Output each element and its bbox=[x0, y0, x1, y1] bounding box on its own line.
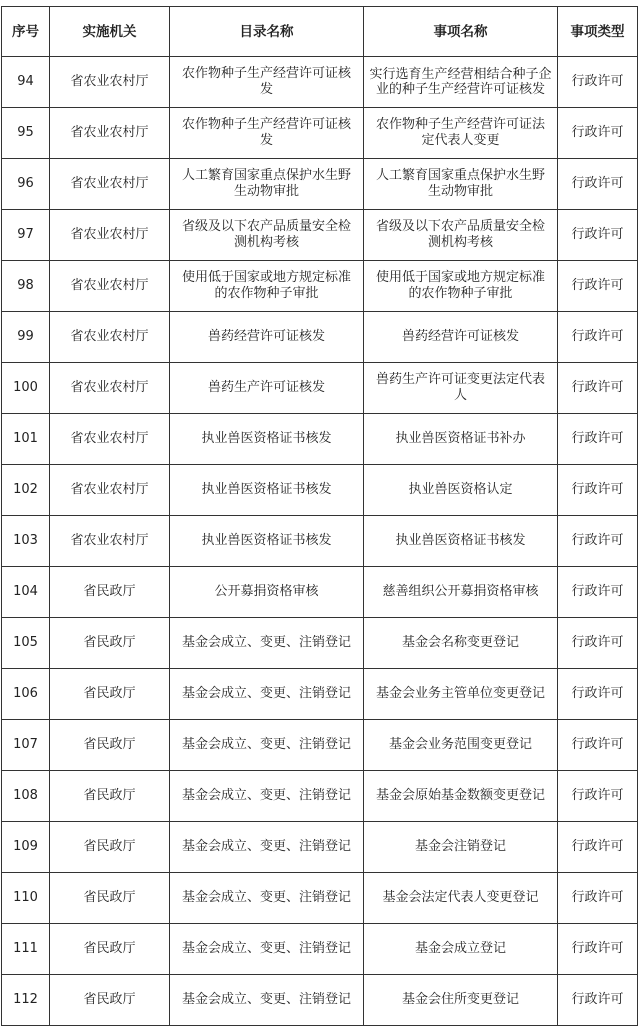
item-type-cell: 行政许可 bbox=[558, 720, 638, 771]
item-type-cell: 行政许可 bbox=[558, 924, 638, 975]
header-serial-number: 序号 bbox=[2, 7, 50, 57]
agency-cell: 省农业农村厅 bbox=[50, 57, 170, 108]
header-item-type: 事项类型 bbox=[558, 7, 638, 57]
item-type-cell: 行政许可 bbox=[558, 567, 638, 618]
catalog-name-cell: 执业兽医资格证书核发 bbox=[170, 465, 364, 516]
item-name-cell: 省级及以下农产品质量安全检测机构考核 bbox=[364, 210, 558, 261]
item-name-cell: 兽药生产许可证变更法定代表人 bbox=[364, 363, 558, 414]
agency-cell: 省民政厅 bbox=[50, 618, 170, 669]
item-type-cell: 行政许可 bbox=[558, 414, 638, 465]
item-name-cell: 农作物种子生产经营许可证法定代表人变更 bbox=[364, 108, 558, 159]
serial-number-cell: 99 bbox=[2, 312, 50, 363]
item-name-cell: 执业兽医资格认定 bbox=[364, 465, 558, 516]
serial-number-cell: 103 bbox=[2, 516, 50, 567]
table-header bbox=[2, 7, 638, 57]
agency-cell: 省农业农村厅 bbox=[50, 312, 170, 363]
table-row bbox=[2, 618, 638, 669]
agency-cell: 省农业农村厅 bbox=[50, 363, 170, 414]
item-name-cell: 执业兽医资格证书补办 bbox=[364, 414, 558, 465]
serial-number-cell: 101 bbox=[2, 414, 50, 465]
catalog-name-cell: 基金会成立、变更、注销登记 bbox=[170, 873, 364, 924]
serial-number-cell: 109 bbox=[2, 822, 50, 873]
item-type-cell: 行政许可 bbox=[558, 108, 638, 159]
table-row bbox=[2, 465, 638, 516]
table-row bbox=[2, 414, 638, 465]
agency-cell: 省农业农村厅 bbox=[50, 261, 170, 312]
serial-number-cell: 102 bbox=[2, 465, 50, 516]
table-row bbox=[2, 57, 638, 108]
catalog-name-cell: 兽药生产许可证核发 bbox=[170, 363, 364, 414]
agency-cell: 省农业农村厅 bbox=[50, 159, 170, 210]
item-type-cell: 行政许可 bbox=[558, 873, 638, 924]
item-type-cell: 行政许可 bbox=[558, 57, 638, 108]
agency-cell: 省民政厅 bbox=[50, 771, 170, 822]
agency-cell: 省民政厅 bbox=[50, 873, 170, 924]
agency-cell: 省民政厅 bbox=[50, 822, 170, 873]
item-name-cell: 兽药经营许可证核发 bbox=[364, 312, 558, 363]
item-type-cell: 行政许可 bbox=[558, 618, 638, 669]
table-row bbox=[2, 159, 638, 210]
item-type-cell: 行政许可 bbox=[558, 975, 638, 1026]
item-type-cell: 行政许可 bbox=[558, 771, 638, 822]
header-implementing-agency: 实施机关 bbox=[50, 7, 170, 57]
table-row bbox=[2, 873, 638, 924]
item-type-cell: 行政许可 bbox=[558, 465, 638, 516]
item-type-cell: 行政许可 bbox=[558, 261, 638, 312]
serial-number-cell: 96 bbox=[2, 159, 50, 210]
serial-number-cell: 104 bbox=[2, 567, 50, 618]
catalog-name-cell: 人工繁育国家重点保护水生野生动物审批 bbox=[170, 159, 364, 210]
catalog-name-cell: 基金会成立、变更、注销登记 bbox=[170, 822, 364, 873]
agency-cell: 省民政厅 bbox=[50, 720, 170, 771]
agency-cell: 省民政厅 bbox=[50, 669, 170, 720]
table-body bbox=[2, 57, 638, 1026]
table-row bbox=[2, 771, 638, 822]
catalog-name-cell: 执业兽医资格证书核发 bbox=[170, 414, 364, 465]
agency-cell: 省民政厅 bbox=[50, 975, 170, 1026]
item-type-cell: 行政许可 bbox=[558, 516, 638, 567]
serial-number-cell: 106 bbox=[2, 669, 50, 720]
catalog-name-cell: 农作物种子生产经营许可证核发 bbox=[170, 108, 364, 159]
table-row bbox=[2, 261, 638, 312]
header-row bbox=[2, 7, 638, 57]
table-row bbox=[2, 720, 638, 771]
serial-number-cell: 112 bbox=[2, 975, 50, 1026]
agency-cell: 省农业农村厅 bbox=[50, 108, 170, 159]
table-row bbox=[2, 822, 638, 873]
item-name-cell: 人工繁育国家重点保护水生野生动物审批 bbox=[364, 159, 558, 210]
catalog-name-cell: 省级及以下农产品质量安全检测机构考核 bbox=[170, 210, 364, 261]
catalog-name-cell: 农作物种子生产经营许可证核发 bbox=[170, 57, 364, 108]
agency-cell: 省农业农村厅 bbox=[50, 465, 170, 516]
catalog-name-cell: 基金会成立、变更、注销登记 bbox=[170, 720, 364, 771]
header-item-name: 事项名称 bbox=[364, 7, 558, 57]
item-name-cell: 慈善组织公开募捐资格审核 bbox=[364, 567, 558, 618]
table-row bbox=[2, 924, 638, 975]
table-row bbox=[2, 210, 638, 261]
agency-cell: 省民政厅 bbox=[50, 924, 170, 975]
table-row bbox=[2, 108, 638, 159]
item-type-cell: 行政许可 bbox=[558, 822, 638, 873]
catalog-name-cell: 基金会成立、变更、注销登记 bbox=[170, 771, 364, 822]
table-row bbox=[2, 363, 638, 414]
item-name-cell: 基金会业务范围变更登记 bbox=[364, 720, 558, 771]
serial-number-cell: 105 bbox=[2, 618, 50, 669]
table-row bbox=[2, 516, 638, 567]
item-name-cell: 基金会名称变更登记 bbox=[364, 618, 558, 669]
catalog-name-cell: 执业兽医资格证书核发 bbox=[170, 516, 364, 567]
item-type-cell: 行政许可 bbox=[558, 312, 638, 363]
item-name-cell: 基金会原始基金数额变更登记 bbox=[364, 771, 558, 822]
item-type-cell: 行政许可 bbox=[558, 159, 638, 210]
serial-number-cell: 98 bbox=[2, 261, 50, 312]
item-name-cell: 基金会业务主管单位变更登记 bbox=[364, 669, 558, 720]
serial-number-cell: 95 bbox=[2, 108, 50, 159]
catalog-name-cell: 基金会成立、变更、注销登记 bbox=[170, 618, 364, 669]
serial-number-cell: 94 bbox=[2, 57, 50, 108]
catalog-name-cell: 使用低于国家或地方规定标准的农作物种子审批 bbox=[170, 261, 364, 312]
serial-number-cell: 108 bbox=[2, 771, 50, 822]
serial-number-cell: 111 bbox=[2, 924, 50, 975]
serial-number-cell: 97 bbox=[2, 210, 50, 261]
serial-number-cell: 100 bbox=[2, 363, 50, 414]
approval-items-table bbox=[1, 6, 638, 1026]
serial-number-cell: 110 bbox=[2, 873, 50, 924]
table-row bbox=[2, 975, 638, 1026]
agency-cell: 省农业农村厅 bbox=[50, 414, 170, 465]
item-name-cell: 基金会法定代表人变更登记 bbox=[364, 873, 558, 924]
catalog-name-cell: 兽药经营许可证核发 bbox=[170, 312, 364, 363]
agency-cell: 省民政厅 bbox=[50, 567, 170, 618]
approval-items-sheet bbox=[1, 6, 637, 1026]
serial-number-cell: 107 bbox=[2, 720, 50, 771]
agency-cell: 省农业农村厅 bbox=[50, 516, 170, 567]
catalog-name-cell: 基金会成立、变更、注销登记 bbox=[170, 975, 364, 1026]
table-row bbox=[2, 312, 638, 363]
item-name-cell: 执业兽医资格证书核发 bbox=[364, 516, 558, 567]
header-catalog-name: 目录名称 bbox=[170, 7, 364, 57]
item-name-cell: 实行选育生产经营相结合种子企业的种子生产经营许可证核发 bbox=[364, 57, 558, 108]
item-name-cell: 基金会住所变更登记 bbox=[364, 975, 558, 1026]
catalog-name-cell: 基金会成立、变更、注销登记 bbox=[170, 669, 364, 720]
item-name-cell: 使用低于国家或地方规定标准的农作物种子审批 bbox=[364, 261, 558, 312]
table-row bbox=[2, 567, 638, 618]
catalog-name-cell: 公开募捐资格审核 bbox=[170, 567, 364, 618]
table-row bbox=[2, 669, 638, 720]
agency-cell: 省农业农村厅 bbox=[50, 210, 170, 261]
item-type-cell: 行政许可 bbox=[558, 363, 638, 414]
item-name-cell: 基金会成立登记 bbox=[364, 924, 558, 975]
catalog-name-cell: 基金会成立、变更、注销登记 bbox=[170, 924, 364, 975]
item-name-cell: 基金会注销登记 bbox=[364, 822, 558, 873]
item-type-cell: 行政许可 bbox=[558, 210, 638, 261]
item-type-cell: 行政许可 bbox=[558, 669, 638, 720]
